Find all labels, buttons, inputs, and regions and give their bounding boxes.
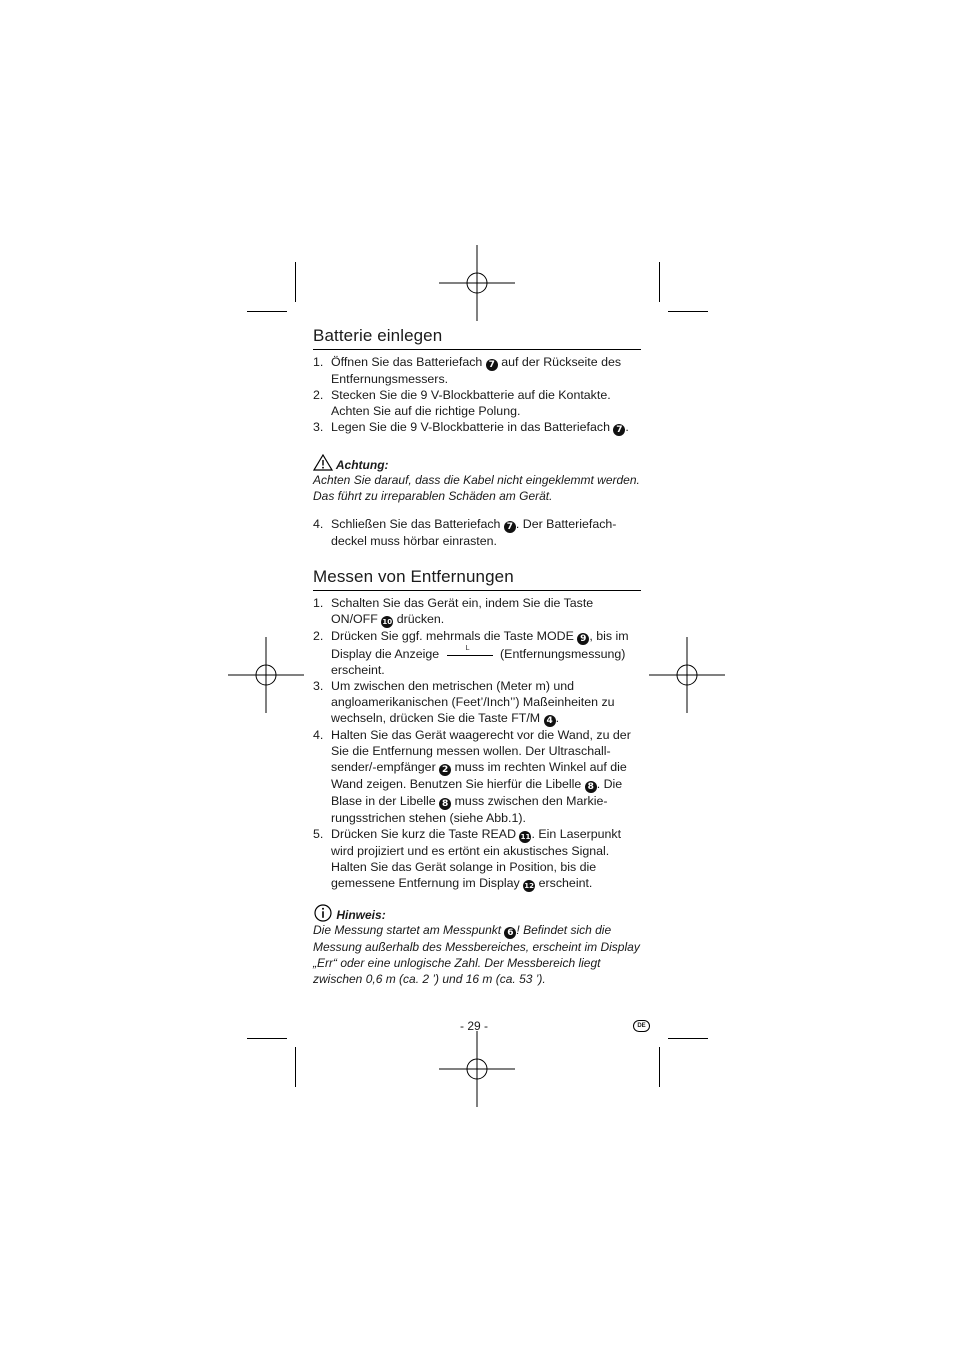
crop-mark-top-left-v	[295, 262, 296, 302]
hint-note	[313, 904, 641, 987]
ref-number-badge: 8	[439, 798, 451, 810]
ref-number-badge: 4	[544, 715, 556, 727]
battery-steps-continued	[313, 516, 641, 549]
hint-text: Die Messung startet am Messpunkt 6 ! Befindet sich die Messung außerhalb des Messbereiches, erscheint im Display „Err“ oder eine unlogische Zahl. Der Messbereich liegt zwischen 0,6 m (ca. 2 ’) und 16 m (ca. 53 ’).	[313, 923, 640, 986]
page-content	[313, 326, 641, 987]
ref-number-badge: 7	[486, 359, 498, 371]
ref-number-badge: 7	[504, 521, 516, 533]
list-item: 3. Um zwischen den metrischen (Meter m) und angloamerikanischen (Feet’/Inch’’) Maßeinheiten zu wechseln, drücken Sie die Taste FT/M 4 .	[313, 679, 615, 726]
warning-note	[313, 454, 641, 504]
list-item: 1. Öffnen Sie das Batteriefach 7 auf der Rückseite des Entfernungsmessers.	[313, 355, 622, 386]
list-item: 2. Stecken Sie die 9 V-Blockbatterie auf die Kontakte. Achten Sie auf die richtige Polung.	[313, 388, 611, 418]
list-item: 1. Schalten Sie das Gerät ein, indem Sie die Taste ON/OFF 10 drücken.	[313, 596, 594, 626]
battery-steps	[313, 354, 641, 436]
crop-mark-bottom-left-h	[247, 1038, 287, 1039]
section-heading-messen: Messen von Entfernungen	[313, 567, 641, 591]
warning-title: Achtung:	[335, 458, 389, 472]
hint-title: Hinweis:	[336, 908, 386, 922]
ref-number-badge: 11	[520, 833, 531, 841]
page-number: - 29 -	[460, 1019, 489, 1033]
crop-mark-top-right-h	[668, 311, 708, 312]
ref-number-badge: 9	[577, 633, 589, 645]
warning-triangle-icon	[313, 454, 333, 471]
crop-mark-bottom-left-v	[295, 1047, 296, 1087]
measure-steps	[313, 595, 641, 892]
registration-mark-top	[439, 245, 515, 321]
display-symbol-icon: L	[447, 645, 493, 656]
list-item: 5. Drücken Sie kurz die Taste READ 11. Ein Laserpunkt wird projiziert und es ertönt ein akustisches Signal. Halten Sie das Gerät solange in Position, bis die gemessene Entfernung im Display 12 erscheint.	[313, 827, 622, 890]
ref-number-badge: 12	[524, 882, 535, 890]
crop-mark-top-left-h	[247, 311, 287, 312]
language-badge: DE	[633, 1020, 650, 1032]
registration-mark-bottom	[439, 1031, 515, 1107]
crop-mark-top-right-v	[659, 262, 660, 302]
ref-number-badge: 7	[613, 424, 625, 436]
ref-number-badge: 6	[504, 927, 516, 939]
warning-text: Achten Sie darauf, dass die Kabel nicht eingeklemmt werden. Das führt zu irreparablen Schäden am Gerät.	[313, 473, 640, 503]
registration-mark-right	[649, 637, 725, 713]
list-item: 2. Drücken Sie ggf. mehrmals die Taste MODE 9 , bis im Display die Anzeige L (Entfernungsmessung) erscheint.	[313, 629, 629, 677]
crop-mark-bottom-right-v	[659, 1047, 660, 1087]
ref-number-badge: 2	[439, 764, 451, 776]
ref-number-badge: 10	[382, 618, 393, 626]
list-item: 3. Legen Sie die 9 V-Blockbatterie in das Batteriefach 7 .	[313, 420, 629, 435]
crop-mark-bottom-right-h	[668, 1038, 708, 1039]
section-heading-batterie: Batterie einlegen	[313, 326, 641, 350]
info-icon	[313, 904, 333, 922]
ref-number-badge: 8	[585, 781, 597, 793]
registration-mark-left	[228, 637, 304, 713]
list-item: 4. Halten Sie das Gerät waagerecht vor die Wand, zu der Sie die Entfernung messen wollen. Der Ultraschall-sender/-empfänger 2 muss im rechten Winkel auf die Wand zeigen. Benutzen Sie hierfür die Libelle 8 . Die Blase in der Libelle 8 muss zwischen den Markie-rungsstrichen stehen (siehe Abb.1).	[313, 728, 631, 825]
list-item: 4. Schließen Sie das Batteriefach 7 . Der Batteriefach-deckel muss hörbar einrasten.	[313, 517, 617, 548]
